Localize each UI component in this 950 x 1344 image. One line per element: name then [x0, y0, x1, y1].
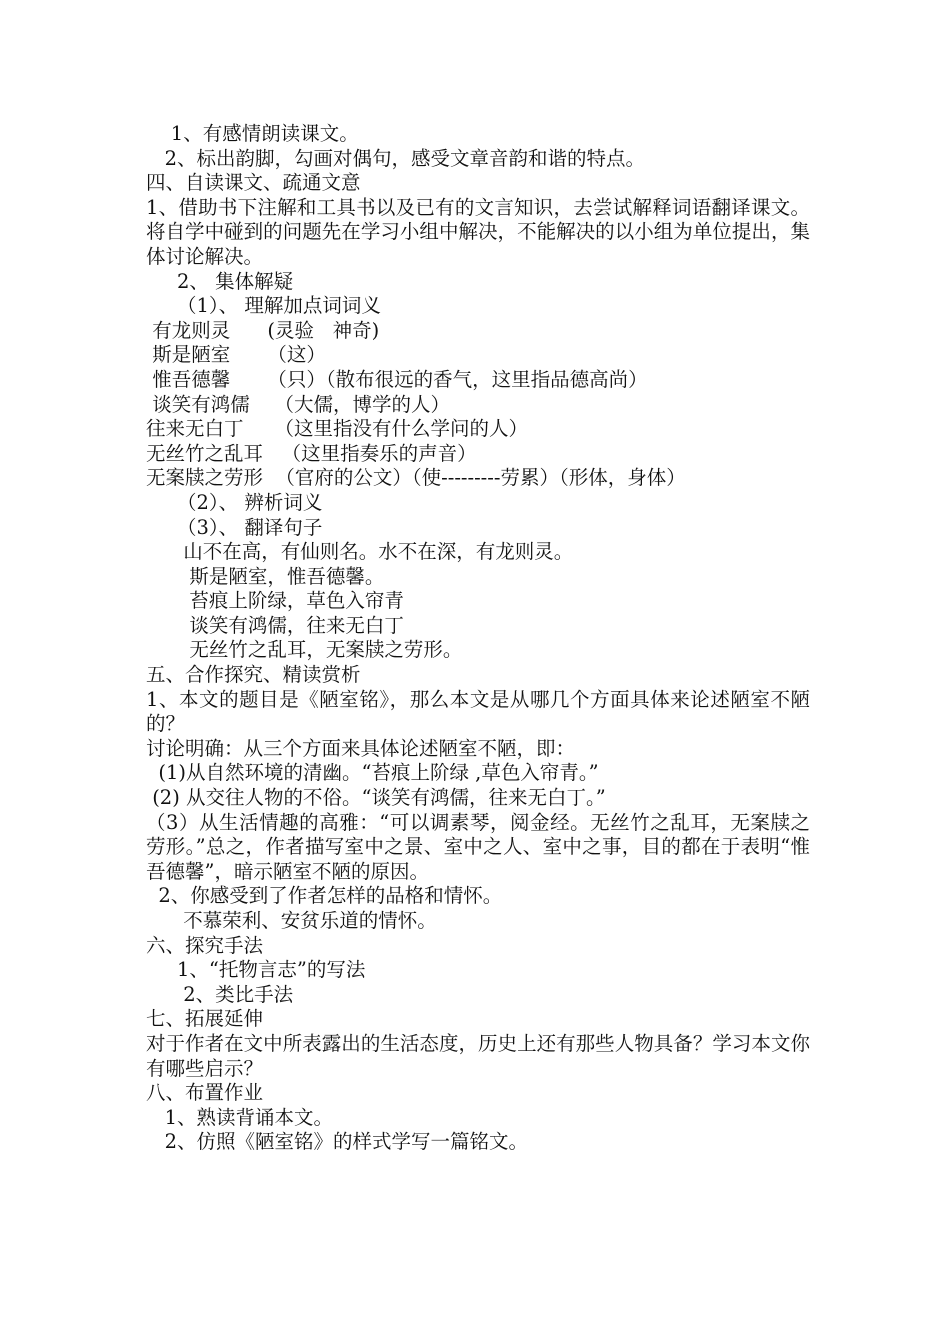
vocab-line-3: 惟吾德馨 （只）（散布很远的香气，这里指品德高尚） — [146, 367, 648, 391]
translate-line-3: 苔痕上阶绿，草色入帘青 — [146, 589, 404, 613]
text-line-group-questions: 2、 集体解疑 — [146, 269, 294, 293]
extension-paragraph: 对于作者在文中所表露出的生活态度，历史上还有那些人物具备？学习本文你有哪些启示？ — [146, 1031, 810, 1080]
section-heading-6: 六、探究手法 — [146, 933, 264, 957]
vocab-line-4: 谈笑有鸿儒 （大儒，博学的人） — [146, 392, 450, 416]
discussion-point-1: (1)从自然环境的清幽。“苔痕上阶绿 ,草色入帘青。” — [146, 761, 599, 785]
text-line-2: 2、标出韵脚，勾画对偶句，感受文章音韵和谐的特点。 — [146, 146, 646, 170]
question-1: 1、本文的题目是《陋室铭》，那么本文是从哪几个方面具体来论述陋室不陋的？ — [146, 687, 810, 736]
question-2: 2、你感受到了作者怎样的品格和情怀。 — [146, 884, 503, 908]
vocab-line-7: 无案牍之劳形 （官府的公文）（使---------劳累）（形体，身体） — [146, 466, 686, 490]
translate-line-2: 斯是陋室，惟吾德馨。 — [146, 564, 385, 588]
subheading-distinguish: （2）、 辨析词义 — [146, 490, 323, 514]
technique-2: 2、类比手法 — [146, 982, 294, 1006]
vocab-line-2: 斯是陋室 （这） — [146, 343, 326, 367]
subheading-translate: （3）、 翻译句子 — [146, 515, 323, 539]
discussion-point-3: （3）从生活情趣的高雅：“可以调素琴，阅金经。无丝竹之乱耳，无案牍之劳形。”总之，作者描写室中之景、室中之人、室中之事，目的都在于表明“惟吾德馨”，暗示陋室不陋的原因。 — [146, 810, 810, 883]
translate-line-1: 山不在高，有仙则名。水不在深，有龙则灵。 — [146, 540, 574, 564]
homework-1: 1、熟读背诵本文。 — [146, 1105, 334, 1129]
text-line-1: 1、有感情朗读课文。 — [146, 122, 359, 145]
technique-1: 1、“托物言志”的写法 — [146, 958, 366, 982]
vocab-line-5: 往来无白丁 （这里指没有什么学问的人） — [146, 417, 528, 441]
homework-2: 2、仿照《陋室铭》的样式学写一篇铭文。 — [146, 1130, 529, 1154]
translate-line-4: 谈笑有鸿儒，往来无白丁 — [146, 613, 404, 637]
document-body — [146, 122, 810, 1155]
translate-line-5: 无丝竹之乱耳，无案牍之劳形。 — [146, 638, 463, 662]
section-heading-7: 七、拓展延伸 — [146, 1007, 264, 1031]
discussion-point-2: (2) 从交往人物的不俗。“谈笑有鸿儒，往来无白丁。” — [146, 786, 606, 810]
answer-2: 不慕荣利、安贫乐道的情怀。 — [146, 909, 437, 932]
discussion-intro: 讨论明确：从三个方面来具体论述陋室不陋，即： — [146, 736, 576, 760]
section-heading-5: 五、合作探究、精读赏析 — [146, 663, 361, 687]
vocab-line-1: 有龙则灵 (灵验 神奇) — [146, 318, 380, 342]
section-heading-8: 八、布置作业 — [146, 1081, 264, 1105]
section-heading-4: 四、自读课文、疏通文意 — [146, 171, 361, 195]
subheading-word-meaning: （1）、 理解加点词词义 — [146, 294, 381, 318]
vocab-line-6: 无丝竹之乱耳 （这里指奏乐的声音） — [146, 441, 477, 465]
paragraph-self-study: 1、借助书下注解和工具书以及已有的文言知识，去尝试解释词语翻译课文。将自学中碰到的问题先在学习小组中解决，不能解决的以小组为单位提出，集体讨论解决。 — [146, 195, 810, 268]
